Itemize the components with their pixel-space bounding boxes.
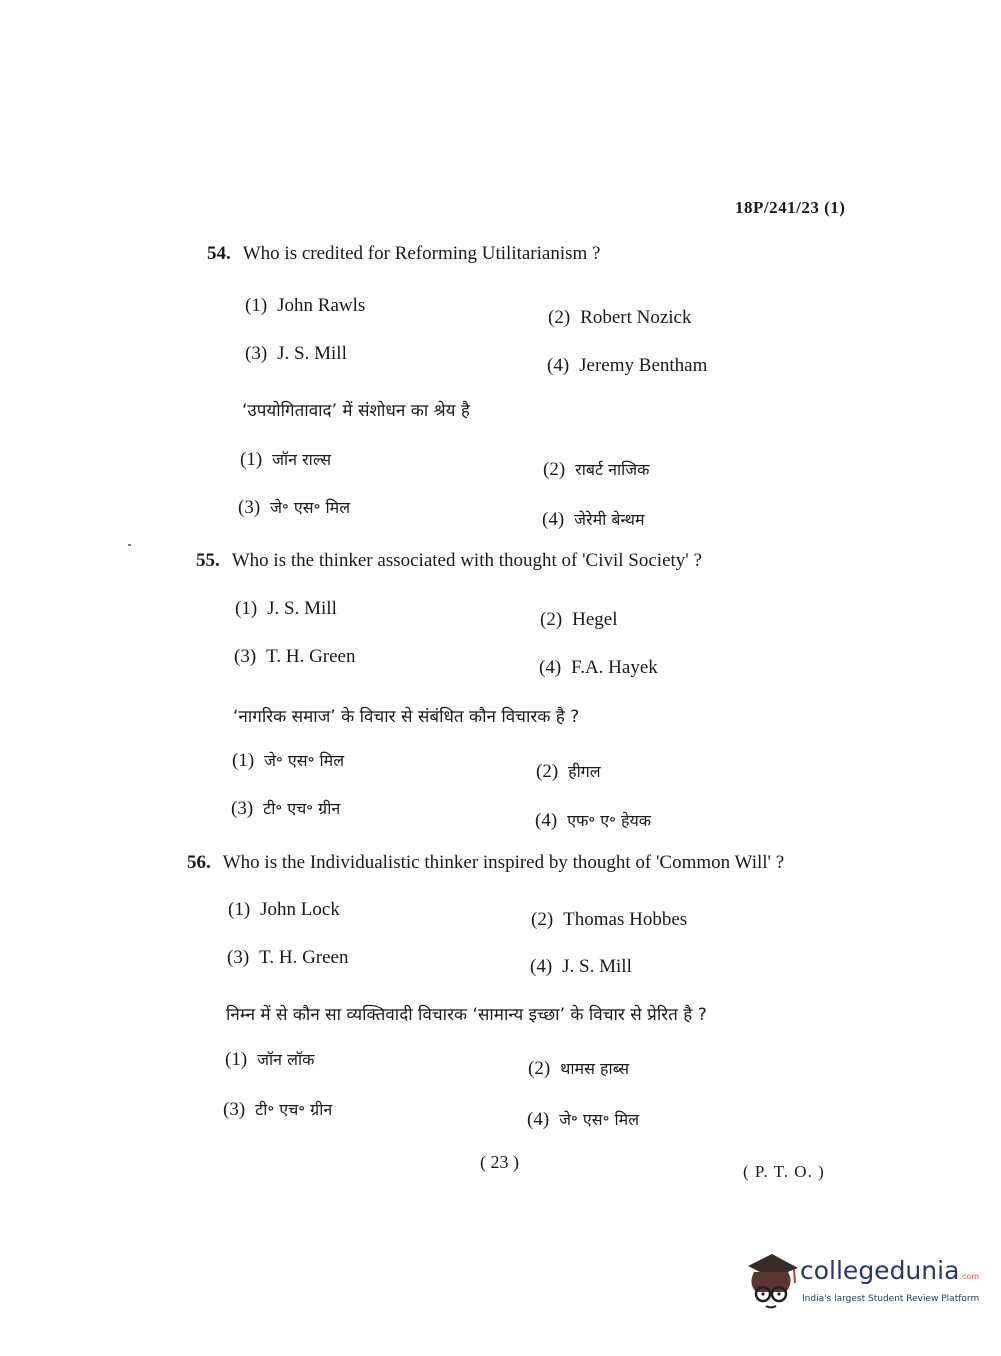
option-3: (3) J. S. Mill <box>245 343 347 364</box>
hindi-option-1: (1) जॉन लॉक <box>225 1049 315 1070</box>
hindi-option-3: (3) टी॰ एच॰ ग्रीन <box>223 1099 333 1120</box>
brand-name: collegedunia.com <box>800 1256 980 1285</box>
question-text: Who is credited for Reforming Utilitarianism ? <box>242 243 601 264</box>
question-number: 55. <box>196 550 220 571</box>
question-text: Who is the Individualistic thinker inspired by thought of 'Common Will' ? <box>222 852 785 873</box>
hindi-question-text: ‘उपयोगितावाद’ में संशोधन का श्रेय है <box>242 401 470 421</box>
hindi-option-4: (4) एफ॰ ए॰ हेयक <box>535 810 652 831</box>
question-number: 56. <box>187 852 211 873</box>
hindi-option-2: (2) राबर्ट नाजिक <box>543 459 650 480</box>
mascot-icon <box>742 1248 800 1318</box>
hindi-option-3: (3) जे॰ एस॰ मिल <box>238 497 351 518</box>
hindi-option-1: (1) जॉन राल्स <box>240 449 332 470</box>
option-1: (1) John Rawls <box>245 295 366 316</box>
option-2: (2) Hegel <box>540 609 618 630</box>
scan-speck <box>128 544 131 546</box>
hindi-option-4: (4) जेरेमी बेन्थम <box>542 509 645 530</box>
hindi-question-text: निम्न में से कौन सा व्यक्तिवादी विचारक ‘सामान्य इच्छा’ के विचार से प्रेरित है ? <box>226 1005 707 1025</box>
option-1: (1) John Lock <box>228 899 340 920</box>
option-4: (4) F.A. Hayek <box>539 657 658 678</box>
question-number: 54. <box>207 243 231 264</box>
hindi-option-2: (2) थामस हाब्स <box>528 1058 630 1079</box>
hindi-question-text: ‘नागरिक समाज’ के विचार से संबंधित कौन विचारक है ? <box>233 707 580 727</box>
option-4: (4) Jeremy Bentham <box>547 355 708 376</box>
option-2: (2) Thomas Hobbes <box>531 909 688 930</box>
question-55 <box>196 550 702 572</box>
pto-note: ( P. T. O. ) <box>743 1162 825 1181</box>
option-1: (1) J. S. Mill <box>235 598 337 619</box>
option-4: (4) J. S. Mill <box>530 956 632 977</box>
question-56 <box>187 852 784 874</box>
option-3: (3) T. H. Green <box>234 646 356 667</box>
hindi-option-2: (2) हीगल <box>536 761 601 782</box>
option-3: (3) T. H. Green <box>227 947 349 968</box>
question-54 <box>207 243 600 265</box>
hindi-option-3: (3) टी॰ एच॰ ग्रीन <box>231 798 341 819</box>
question-text: Who is the thinker associated with thought of 'Civil Society' ? <box>231 550 702 571</box>
paper-code: 18P/241/23 (1) <box>735 198 846 217</box>
page-number: ( 23 ) <box>480 1152 519 1172</box>
hindi-option-4: (4) जे॰ एस॰ मिल <box>527 1109 640 1130</box>
hindi-option-1: (1) जे॰ एस॰ मिल <box>232 750 345 771</box>
brand-tagline: India's largest Student Review Platform <box>802 1294 980 1304</box>
collegedunia-logo <box>742 1248 980 1318</box>
option-2: (2) Robert Nozick <box>548 307 692 328</box>
